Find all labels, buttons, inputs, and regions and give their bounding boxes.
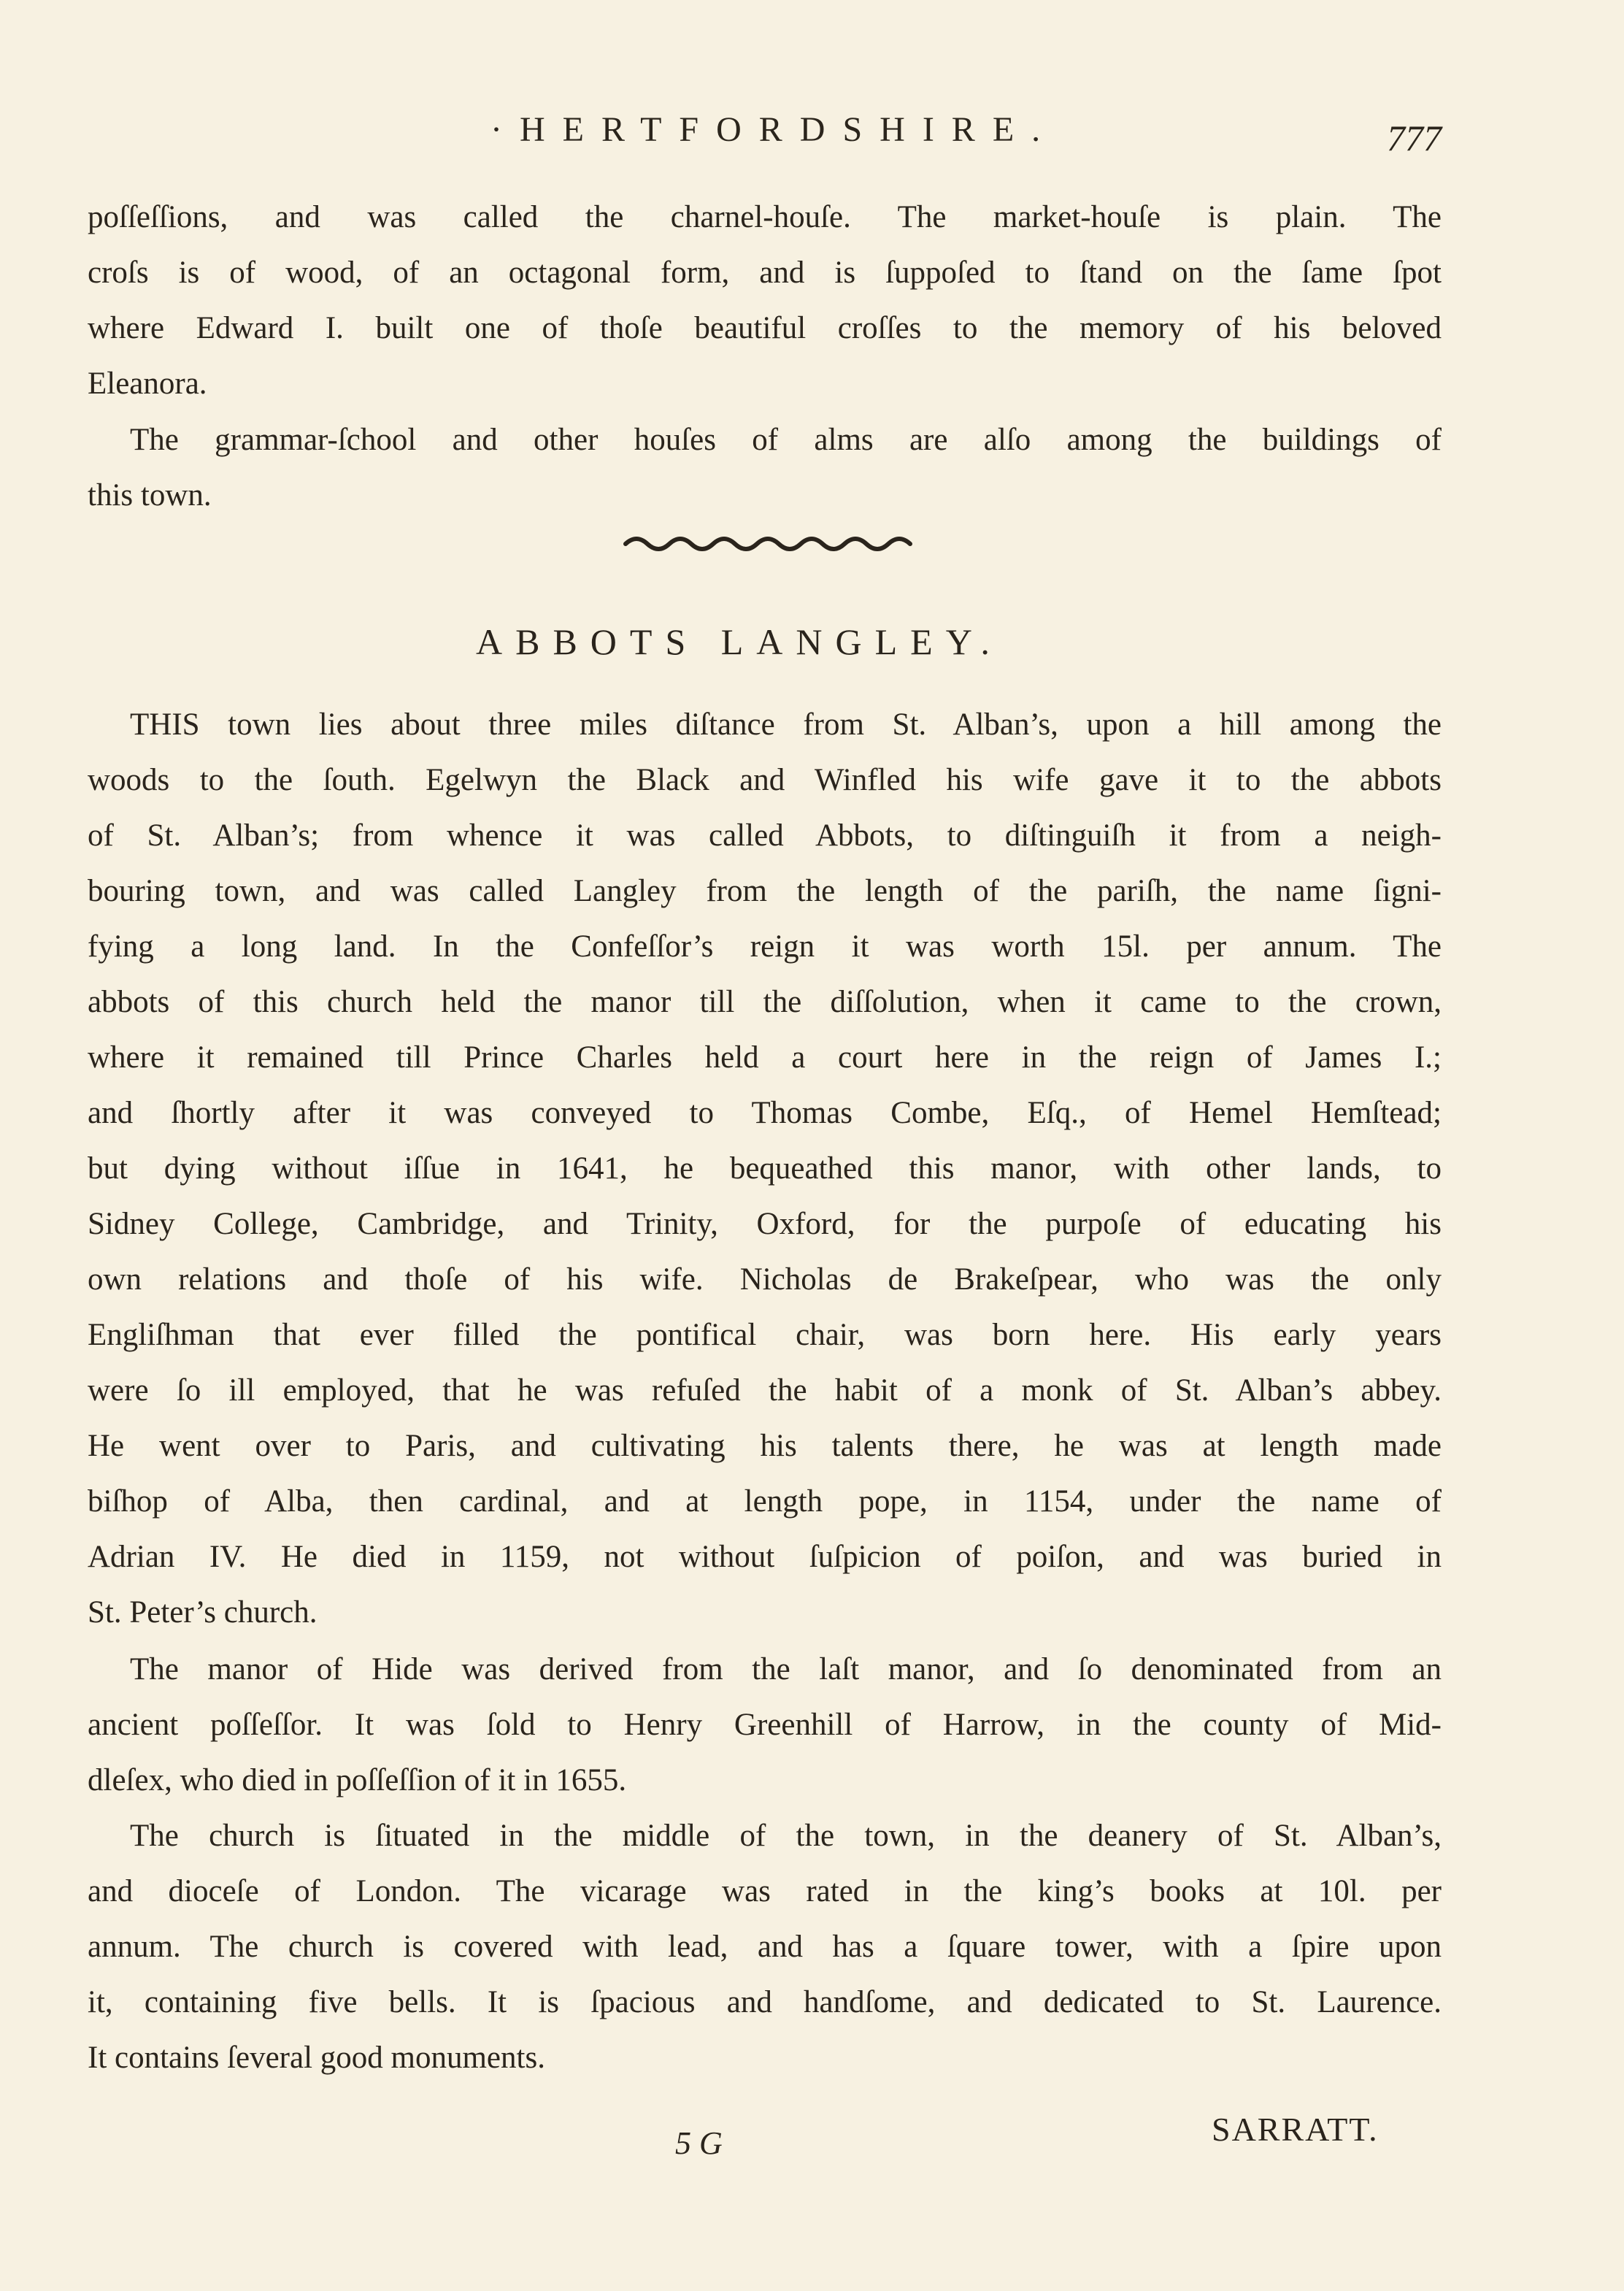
- text-line: were ſo ill employed, that he was refuſed the habit of a monk of St. Alban’s abbey.: [88, 1373, 1442, 1408]
- text-line: but dying without iſſue in 1641, he bequeathed this manor, with other lands, to: [88, 1151, 1442, 1186]
- text-line: abbots of this church held the manor till the diſſolution, when it came to the crown,: [88, 985, 1442, 1019]
- text-line: it, containing five bells. It is ſpacious and handſome, and dedicated to St. Laurence.: [88, 1985, 1442, 2019]
- intro-paragraph-2: [88, 412, 1442, 523]
- body-paragraph-3: [88, 1808, 1442, 2086]
- text-line: The grammar-ſchool and other houſes of alms are alſo among the buildings of: [130, 423, 1442, 457]
- text-line: Eleanora.: [88, 367, 207, 401]
- running-head: ·HERTFORDSHIRE.: [490, 110, 1058, 149]
- text-line: own relations and thoſe of his wife. Nicholas de Brakeſpear, who was the only: [88, 1262, 1442, 1297]
- text-line: dleſex, who died in poſſeſſion of it in 1655.: [88, 1763, 627, 1797]
- text-line: where Edward I. built one of thoſe beautiful croſſes to the memory of his beloved: [88, 311, 1442, 345]
- text-line: of St. Alban’s; from whence it was called Abbots, to diſtinguiſh it from a neigh-: [88, 818, 1442, 853]
- catchword: SARRATT.: [1212, 2111, 1379, 2148]
- text-line: Adrian IV. He died in 1159, not without ſuſpicion of poiſon, and was buried in: [88, 1540, 1442, 1574]
- body-paragraph-2: [88, 1642, 1442, 1808]
- text-line: It contains ſeveral good monuments.: [88, 2041, 545, 2075]
- signature-mark: 5 G: [675, 2125, 723, 2161]
- ornamental-rule: [622, 529, 914, 559]
- text-line: croſs is of wood, of an octagonal form, and is ſuppoſed to ſtand on the ſame ſpot: [88, 256, 1442, 290]
- text-line: bouring town, and was called Langley from the length of the pariſh, the name ſigni-: [88, 874, 1442, 908]
- text-line: and dioceſe of London. The vicarage was rated in the king’s books at 10l. per: [88, 1874, 1442, 1908]
- text-line: woods to the ſouth. Egelwyn the Black and Winfled his wife gave it to the abbots: [88, 763, 1442, 797]
- text-line: biſhop of Alba, then cardinal, and at length pope, in 1154, under the name of: [88, 1484, 1442, 1519]
- text-line: He went over to Paris, and cultivating his talents there, he was at length made: [88, 1429, 1442, 1463]
- page-number: 777: [1387, 118, 1442, 158]
- text-line: where it remained till Prince Charles held a court here in the reign of James I.;: [88, 1040, 1442, 1075]
- section-title: ABBOTS LANGLEY.: [476, 621, 1003, 662]
- text-line: THIS town lies about three miles diſtance from St. Alban’s, upon a hill among the: [130, 707, 1442, 742]
- text-line: The church is ſituated in the middle of the town, in the deanery of St. Alban’s,: [130, 1819, 1442, 1853]
- text-line: St. Peter’s church.: [88, 1595, 318, 1630]
- body-paragraph-1: [88, 697, 1442, 1640]
- text-line: this town.: [88, 478, 212, 513]
- text-line: and ſhortly after it was conveyed to Thomas Combe, Eſq., of Hemel Hemſtead;: [88, 1096, 1442, 1130]
- text-line: Engliſhman that ever filled the pontifical chair, was born here. His early years: [88, 1318, 1442, 1352]
- intro-paragraph-1: [88, 190, 1442, 412]
- text-line: Sidney College, Cambridge, and Trinity, Oxford, for the purpoſe of educating his: [88, 1207, 1442, 1241]
- text-line: fying a long land. In the Confeſſor’s reign it was worth 15l. per annum. The: [88, 929, 1442, 964]
- text-line: annum. The church is covered with lead, and has a ſquare tower, with a ſpire upon: [88, 1930, 1442, 1964]
- text-line: The manor of Hide was derived from the laſt manor, and ſo denominated from an: [130, 1652, 1442, 1686]
- text-line: ancient poſſeſſor. It was ſold to Henry Greenhill of Harrow, in the county of Mid-: [88, 1708, 1442, 1742]
- text-line: poſſeſſions, and was called the charnel-houſe. The market-houſe is plain. The: [88, 200, 1442, 234]
